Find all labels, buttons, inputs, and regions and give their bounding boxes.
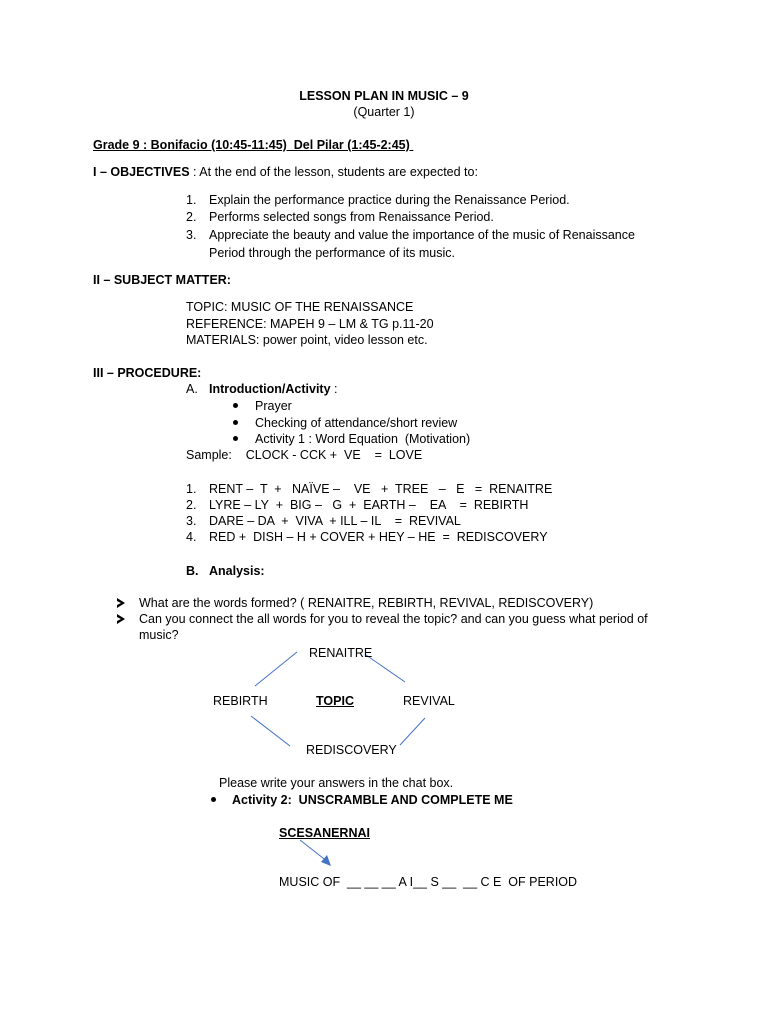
objective-item: Explain the performance practice during the Renaissance Period. <box>209 193 570 207</box>
section-b-label: B. <box>186 564 199 578</box>
procedure-heading: III – PROCEDURE: <box>93 366 202 380</box>
subject-matter-heading: II – SUBJECT MATTER: <box>93 273 231 287</box>
equation-number: 4. <box>186 530 197 544</box>
scrambled-word: SCESANERNAI <box>279 826 370 840</box>
objective-item: Performs selected songs from Renaissance Period. <box>209 210 494 224</box>
objectives-heading: I – OBJECTIVES <box>93 165 190 179</box>
equation-line: RED + DISH – H + COVER + HEY – HE = REDISCOVERY <box>209 530 548 544</box>
page-title: LESSON PLAN IN MUSIC – 9 <box>299 89 469 103</box>
objectives-intro: : At the end of the lesson, students are expected to: <box>189 165 478 179</box>
diagram-node-bottom: REDISCOVERY <box>306 743 397 757</box>
diagram-connector <box>400 718 425 745</box>
section-a-colon: : <box>330 382 338 396</box>
analysis-question-continuation: music? <box>139 628 179 642</box>
procedure-bullet: Activity 1 : Word Equation (Motivation) <box>255 432 471 446</box>
scramble-arrowhead-icon <box>321 855 331 866</box>
equation-line: RENT – T + NAÏVE – VE + TREE – E = RENAITRE <box>209 482 553 496</box>
analysis-question: What are the words formed? ( RENAITRE, REBIRTH, REVIVAL, REDISCOVERY) <box>139 596 594 610</box>
analysis-question: Can you connect the all words for you to reveal the topic? and can you guess what period of <box>139 612 648 626</box>
objective-item-continuation: Period through the performance of its music. <box>209 246 455 260</box>
objective-number: 3. <box>186 228 197 242</box>
procedure-bullet: Checking of attendance/short review <box>255 416 458 430</box>
procedure-bullet: Prayer <box>255 399 292 413</box>
diagram-node-center: TOPIC <box>316 694 354 708</box>
objective-number: 1. <box>186 193 197 207</box>
sample-equation: Sample: CLOCK - CCK + VE = LOVE <box>186 448 423 462</box>
section-a-title: Introduction/Activity <box>209 382 331 396</box>
answer-blank-line: MUSIC OF __ __ __ A I__ S __ __ C E OF PERIOD <box>279 875 578 889</box>
section-b-title: Analysis: <box>209 564 265 578</box>
objective-item: Appreciate the beauty and value the importance of the music of Renaissance <box>209 228 635 242</box>
equation-number: 1. <box>186 482 197 496</box>
chat-note: Please write your answers in the chat box. <box>219 776 454 790</box>
equation-line: DARE – DA + VIVA + ILL – IL = REVIVAL <box>209 514 461 528</box>
diagram-node-left: REBIRTH <box>213 694 268 708</box>
equation-line: LYRE – LY + BIG – G + EARTH – EA = REBIRTH <box>209 498 529 512</box>
diagram-connector <box>251 716 290 746</box>
diagram-node-right: REVIVAL <box>403 694 455 708</box>
diagram-connector <box>255 652 297 686</box>
activity2-heading: Activity 2: UNSCRAMBLE AND COMPLETE ME <box>232 793 513 807</box>
scramble-arrow <box>300 840 328 862</box>
diagram-node-top: RENAITRE <box>309 646 373 660</box>
topic-line: TOPIC: MUSIC OF THE RENAISSANCE <box>186 300 414 314</box>
equation-number: 3. <box>186 514 197 528</box>
equation-number: 2. <box>186 498 197 512</box>
materials-line: MATERIALS: power point, video lesson etc. <box>186 333 428 347</box>
quarter-subtitle: (Quarter 1) <box>353 105 415 119</box>
section-a-label: A. <box>186 382 198 396</box>
bullet-icon <box>211 797 216 802</box>
objective-number: 2. <box>186 210 197 224</box>
grade-line: Grade 9 : Bonifacio (10:45-11:45) Del Pilar (1:45-2:45) <box>93 138 414 152</box>
reference-line: REFERENCE: MAPEH 9 – LM & TG p.11-20 <box>186 317 434 331</box>
